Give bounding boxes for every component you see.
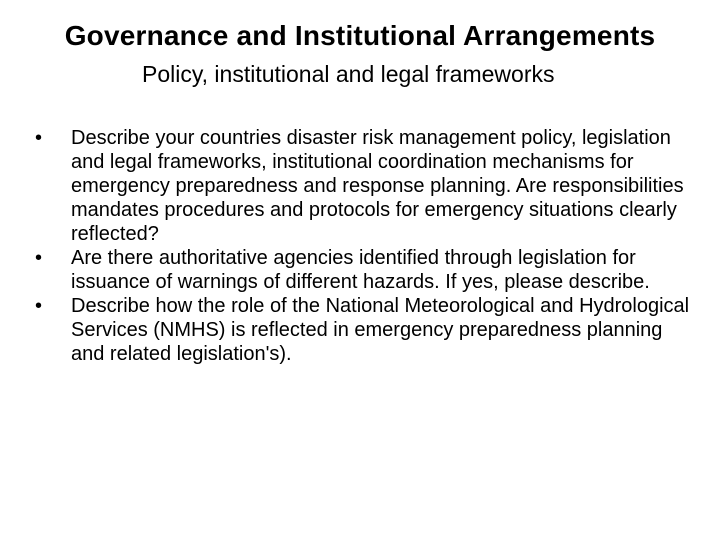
bullet-item [35,294,695,366]
slide-title: Governance and Institutional Arrangements [64,20,656,51]
bullet-list [35,126,695,366]
bullet-dot-icon: • [35,247,43,269]
bullet-item [35,246,695,294]
bullet-dot-icon: • [35,295,43,317]
slide-subtitle: Policy, institutional and legal frameworks [142,61,555,87]
bullet-text: Describe your countries disaster risk management policy, legislation and legal frameworks, institutional coordination mechanisms for emergency preparedness and response planning. Are responsibilities mandates procedures and protocols for emergency situations clearly reflected? [71,127,684,245]
bullet-dot-icon: • [35,127,43,149]
bullet-text: Are there authoritative agencies identified through legislation for issuance of warnings of different hazards. If yes, please describe. [71,247,650,293]
bullet-text: Describe how the role of the National Meteorological and Hydrological Services (NMHS) is reflected in emergency preparedness planning and related legislation's). [71,295,690,365]
bullet-item [35,126,695,246]
